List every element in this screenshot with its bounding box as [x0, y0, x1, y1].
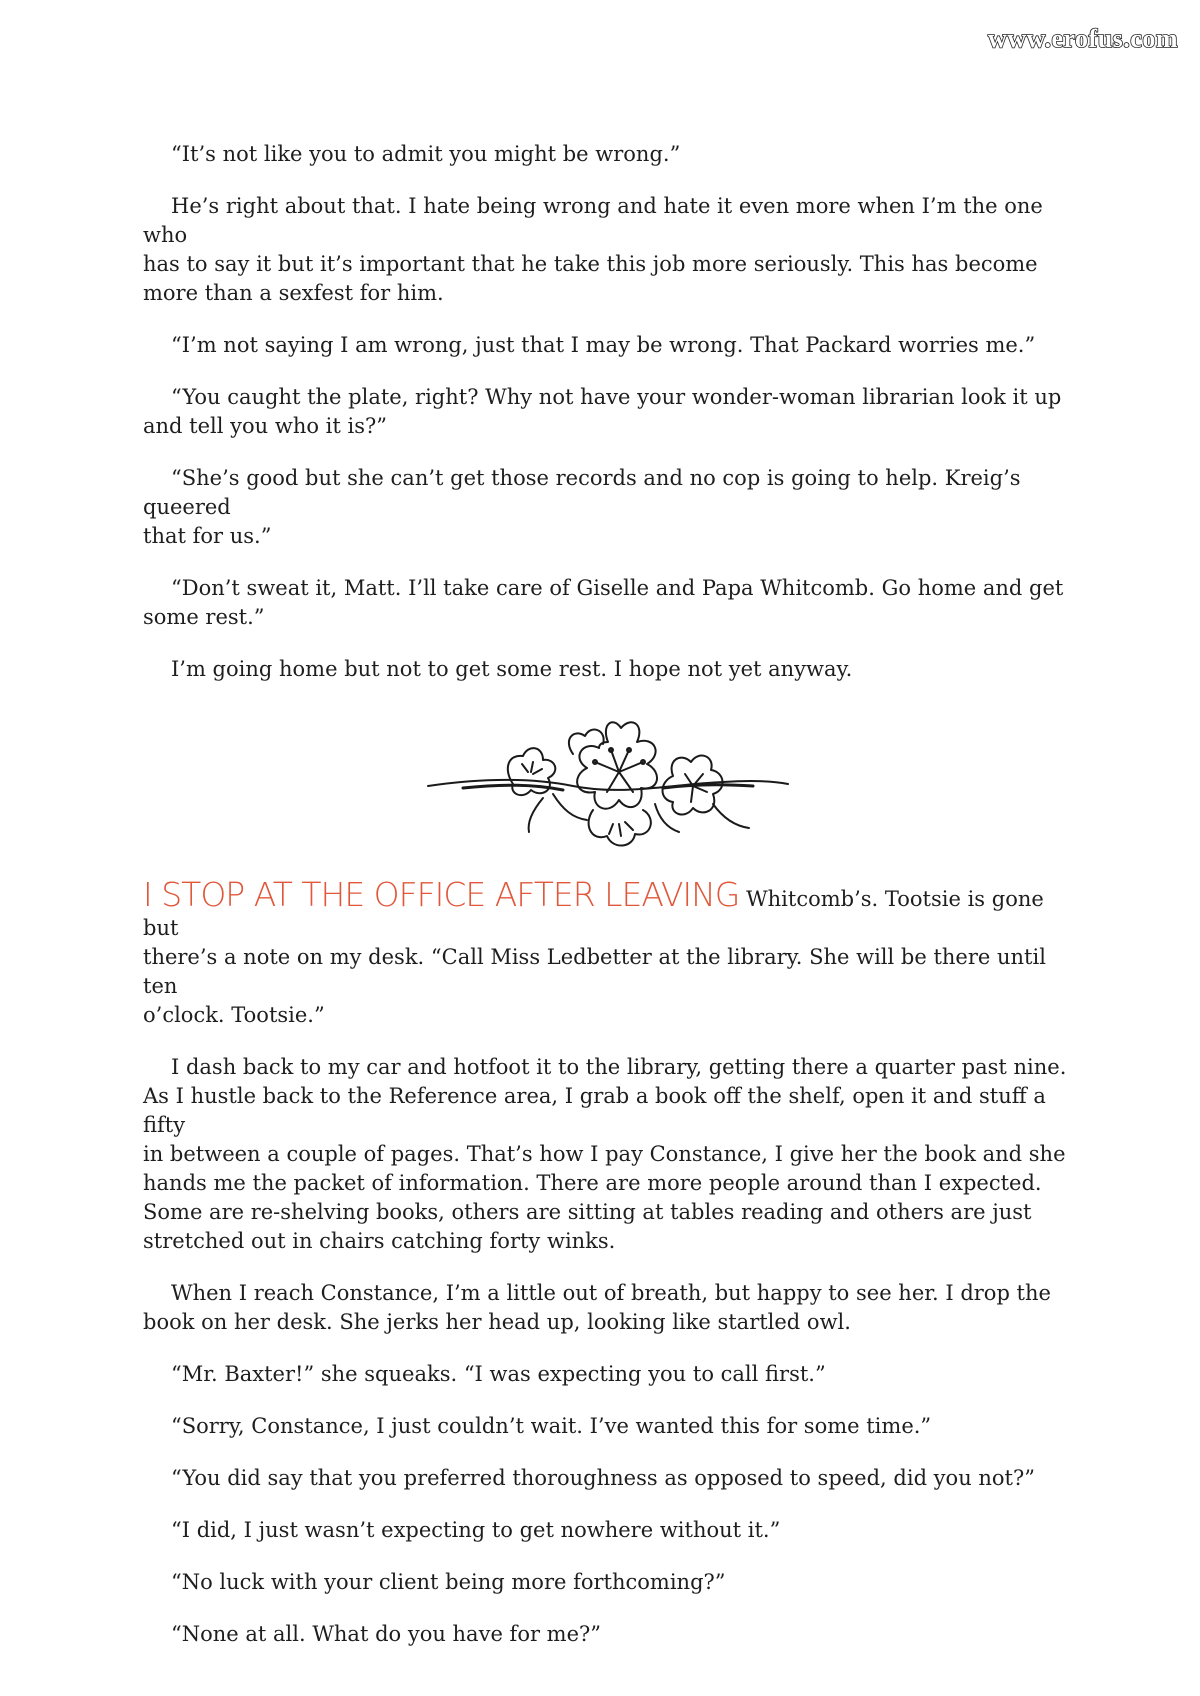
paragraph: “No luck with your client being more forthcoming?”: [171, 1570, 726, 1594]
paragraph: “I’m not saying I am wrong, just that I may be wrong. That Packard worries me.”: [171, 333, 1036, 357]
section-lead-caps: I STOP AT THE OFFICE AFTER LEAVING: [143, 875, 740, 914]
paragraph: “Sorry, Constance, I just couldn’t wait. I’ve wanted this for some time.”: [171, 1414, 932, 1438]
paragraph: “Don’t sweat it, Matt. I’ll take care of Giselle and Papa Whitcomb. Go home and get some rest.”: [143, 576, 1064, 629]
site-watermark: www.erofus.com: [988, 24, 1178, 53]
paragraph: “She’s good but she can’t get those records and no cop is going to help. Kreig’s queered that for us.”: [143, 466, 1021, 548]
paragraph: I dash back to my car and hotfoot it to the library, getting there a quarter past nine. As I hustle back to the Reference area, I grab a book off the shelf, open it and stuff a fifty in between a couple of pages. That’s how I pay Constance, I give her the book and she hands me the packet of information. There are more people around than I expected. Some are re-shelving books, others are sitting at tables reading and others are just stretched out in chairs catching forty winks.: [143, 1055, 1067, 1253]
paragraph: “You caught the plate, right? Why not have your wonder-woman librarian look it up and tell you who it is?”: [143, 385, 1062, 438]
paragraph: He’s right about that. I hate being wrong and hate it even more when I’m the one who has to say it but it’s important that he take this job more seriously. This has become more than a sexfest for him.: [143, 194, 1043, 305]
lily-flowers-divider-icon: [423, 714, 793, 854]
paragraph: “Mr. Baxter!” she squeaks. “I was expecting you to call first.”: [171, 1362, 826, 1386]
section-lead-text: Whitcomb’s. Tootsie is gone but there’s a note on my desk. “Call Miss Ledbetter at the library. She will be there until ten o’clock. Tootsie.”: [143, 887, 1046, 1027]
paragraph: When I reach Constance, I’m a little out of breath, but happy to see her. I drop the book on her desk. She jerks her head up, looking like startled owl.: [143, 1281, 1051, 1334]
paragraph: “You did say that you preferred thoroughness as opposed to speed, did you not?”: [171, 1466, 1035, 1490]
section-opening-paragraph: [143, 875, 1078, 1030]
paragraph: I’m going home but not to get some rest. I hope not yet anyway.: [171, 657, 853, 681]
book-page: [143, 140, 1078, 1672]
paragraph: “I did, I just wasn’t expecting to get nowhere without it.”: [171, 1518, 781, 1542]
paragraph: “It’s not like you to admit you might be wrong.”: [171, 142, 681, 166]
paragraph: “None at all. What do you have for me?”: [171, 1622, 602, 1646]
